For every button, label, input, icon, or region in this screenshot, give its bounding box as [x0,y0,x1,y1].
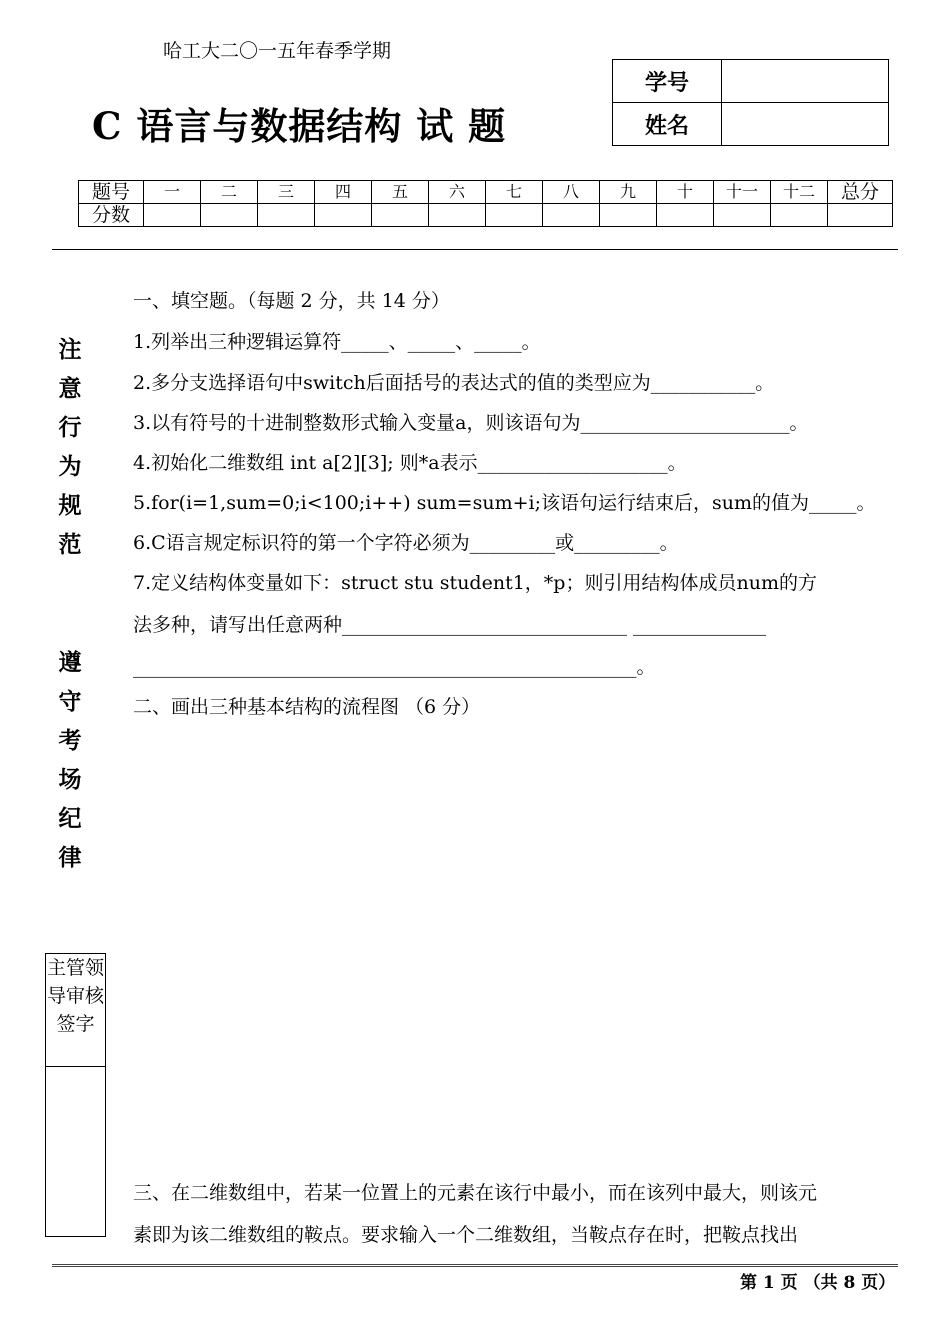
score-table-header-row [79,181,893,204]
notice-discipline [55,643,85,877]
score-cell[interactable] [771,204,828,227]
student-name-field[interactable] [722,103,889,146]
score-cell[interactable] [600,204,657,227]
notice-char: 遵 [58,649,82,676]
header-divider [52,249,898,250]
notice-char: 律 [58,844,82,871]
page-number: 第 1 页 （共 8 页） [740,1273,896,1293]
column-header: 八 [543,181,600,204]
notice-char: 考 [58,727,82,754]
column-header: 六 [429,181,486,204]
notice-char: 范 [58,531,82,558]
question-2: 2.多分支选择语句中switch后面括号的表达式的值的类型应为___________。 [133,372,775,394]
column-header: 三 [258,181,315,204]
section2-heading: 二、画出三种基本结构的流程图 （6 分） [133,696,481,718]
column-header: 五 [372,181,429,204]
question-7-line1: 7.定义结构体变量如下：struct stu student1，*p；则引用结构体成员num的方 [133,572,817,594]
column-header: 九 [600,181,657,204]
question-4: 4.初始化二维数组 int a[2][3]; 则*a表示____________________。 [133,452,687,474]
column-header: 一 [144,181,201,204]
total-score-label: 总分 [828,181,893,204]
question-5: 5.for(i=1,sum=0;i<100;i++) sum=sum+i;该语句运行结束后，sum的值为_____。 [133,492,876,514]
score-cell[interactable] [258,204,315,227]
score-cell[interactable] [429,204,486,227]
column-header: 十二 [771,181,828,204]
score-cell[interactable] [486,204,543,227]
supervisor-sign-label: 主管领导审核签字 [46,954,105,1067]
student-name-label: 姓名 [613,103,722,146]
column-header: 四 [315,181,372,204]
section3-line2: 素即为该二维数组的鞍点。要求输入一个二维数组，当鞍点存在时，把鞍点找出 [133,1224,799,1246]
section3-line1: 三、在二维数组中，若某一位置上的元素在该行中最小，而在该列中最大，则该元 [133,1182,818,1204]
student-info-table [612,59,889,146]
supervisor-sign-box[interactable] [45,953,106,1237]
score-table-score-row [79,204,893,227]
question-number-label: 题号 [79,181,144,204]
column-header: 七 [486,181,543,204]
score-cell[interactable] [714,204,771,227]
question-1: 1.列举出三种逻辑运算符_____、_____、_____。 [133,331,541,353]
question-3: 3.以有符号的十进制整数形式输入变量a，则该语句为______________________。 [133,412,809,434]
question-7-line2: 法多种，请写出任意两种______________________________ ______________ [133,614,767,636]
notice-conduct [55,330,85,564]
score-cell[interactable] [144,204,201,227]
notice-char: 场 [58,766,82,793]
column-header: 十一 [714,181,771,204]
student-id-label: 学号 [613,60,722,103]
score-cell[interactable] [372,204,429,227]
score-cell[interactable] [201,204,258,227]
question-7-line3: _____________________________________________________。 [133,656,656,678]
semester-heading: 哈工大二〇一五年春季学期 [163,40,392,62]
student-id-field[interactable] [722,60,889,103]
column-header: 十 [657,181,714,204]
section1-heading: 一、填空题。（每题 2 分，共 14 分） [133,290,450,312]
score-label: 分数 [79,204,144,227]
score-cell[interactable] [657,204,714,227]
notice-char: 意 [58,375,82,402]
total-score-cell[interactable] [828,204,893,227]
notice-char: 守 [58,688,82,715]
notice-char: 为 [58,453,82,480]
column-header: 二 [201,181,258,204]
score-cell[interactable] [315,204,372,227]
notice-char: 注 [58,336,82,363]
score-cell[interactable] [543,204,600,227]
question-6: 6.C语言规定标识符的第一个字符必须为_________或_________。 [133,532,679,554]
notice-char: 纪 [58,805,82,832]
exam-title: C 语言与数据结构 试 题 [92,104,507,148]
footer-divider [52,1264,898,1267]
notice-char: 行 [58,414,82,441]
score-table [78,180,893,227]
notice-char: 规 [58,492,82,519]
